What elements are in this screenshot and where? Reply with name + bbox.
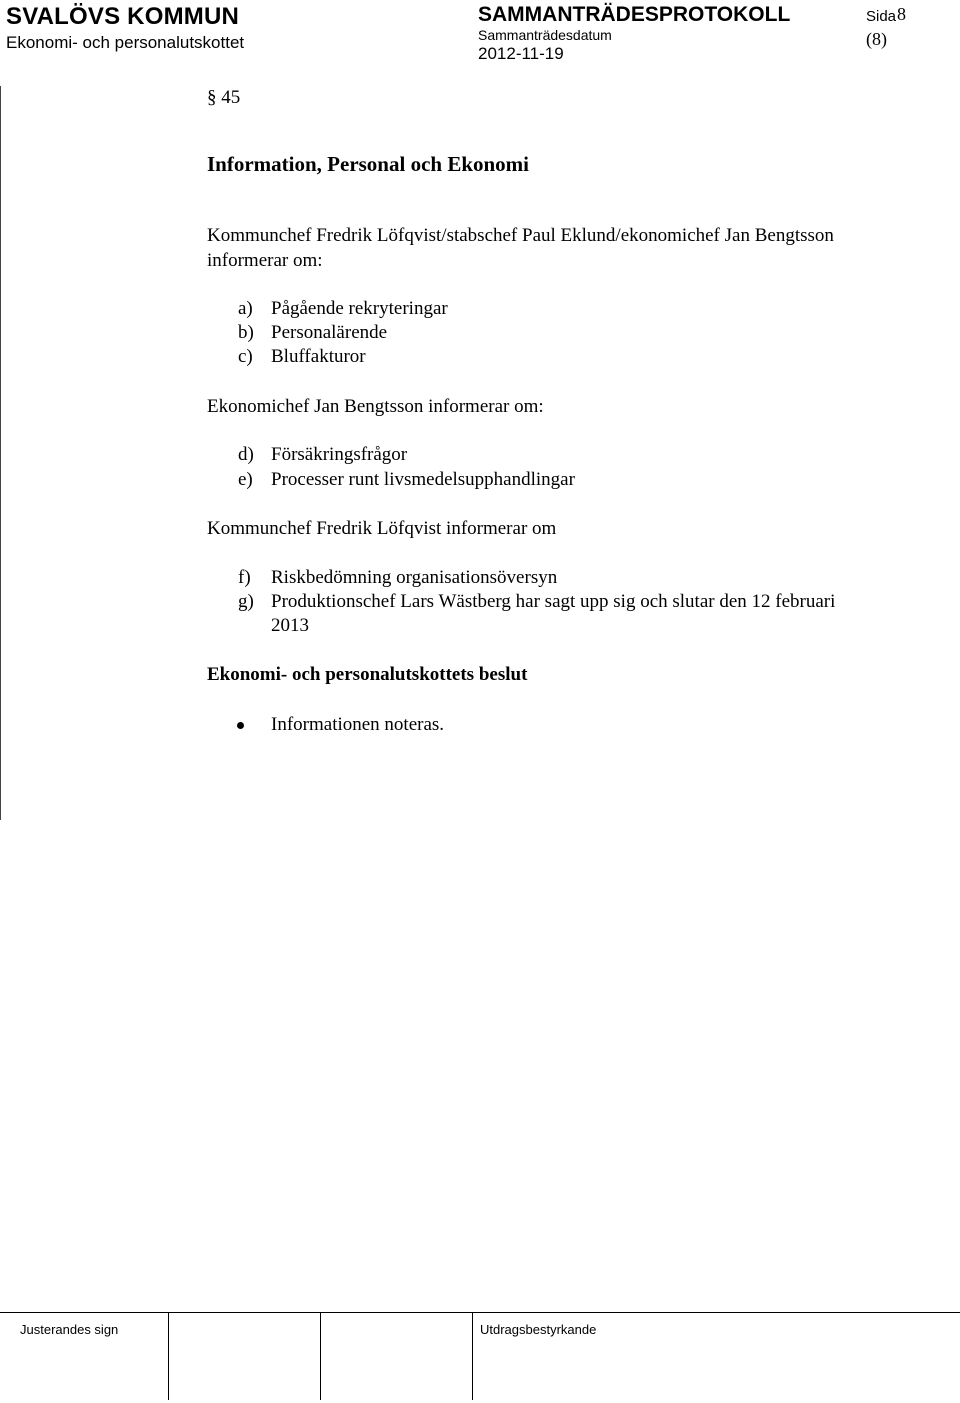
meeting-date-label: Sammanträdesdatum <box>478 27 612 43</box>
list-item-label: g) <box>238 591 254 612</box>
intro-paragraph-3: Kommunchef Fredrik Löfqvist informerar om <box>207 518 557 539</box>
list-item-text: Försäkringsfrågor <box>271 444 408 465</box>
page-label: Sida <box>866 8 897 25</box>
page-number: 8 <box>897 4 906 24</box>
list-item-label: f) <box>238 567 251 588</box>
signature-box-divider <box>472 1312 473 1400</box>
justering-signature-label: Justerandes sign <box>20 1322 119 1337</box>
section-heading: Information, Personal och Ekonomi <box>207 152 530 176</box>
intro-paragraph-line-2: informerar om: <box>207 250 323 271</box>
list-item-text: Bluffakturor <box>271 346 366 367</box>
decision-item: Informationen noteras. <box>271 714 445 735</box>
list-item-label: c) <box>238 346 253 367</box>
list-item-text: Riskbedömning organisationsöversyn <box>271 567 558 588</box>
footer-rule <box>0 1312 960 1313</box>
list-item-text: Personalärende <box>271 322 388 343</box>
excerpt-certification-label: Utdragsbestyrkande <box>480 1322 597 1337</box>
document-type: SAMMANTRÄDESPROTOKOLL <box>478 3 791 26</box>
page-total: (8) <box>866 29 887 49</box>
list-item-label: d) <box>238 444 254 465</box>
signature-box-divider <box>320 1312 321 1400</box>
list-item-text: Pågående rekryteringar <box>271 298 448 319</box>
organization-name: SVALÖVS KOMMUN <box>6 3 240 30</box>
list-item-text-continued: 2013 <box>271 615 309 636</box>
meeting-date: 2012-11-19 <box>478 44 564 63</box>
decision-heading: Ekonomi- och personalutskottets beslut <box>207 664 528 685</box>
intro-paragraph-2: Ekonomichef Jan Bengtsson informerar om: <box>207 396 544 417</box>
signature-box-divider <box>168 1312 169 1400</box>
list-item-text: Processer runt livsmedelsupphandlingar <box>271 469 575 490</box>
committee-name: Ekonomi- och personalutskottet <box>6 33 245 52</box>
list-item-label: a) <box>238 298 253 319</box>
margin-rule <box>0 86 1 820</box>
list-item-text: Produktionschef Lars Wästberg har sagt upp sig och slutar den 12 februari <box>271 591 836 612</box>
bullet-icon <box>237 722 244 729</box>
list-item-label: e) <box>238 469 253 490</box>
intro-paragraph-line-1: Kommunchef Fredrik Löfqvist/stabschef Paul Eklund/ekonomichef Jan Bengtsson <box>207 225 834 246</box>
section-number: § 45 <box>207 87 241 108</box>
list-item-label: b) <box>238 322 254 343</box>
